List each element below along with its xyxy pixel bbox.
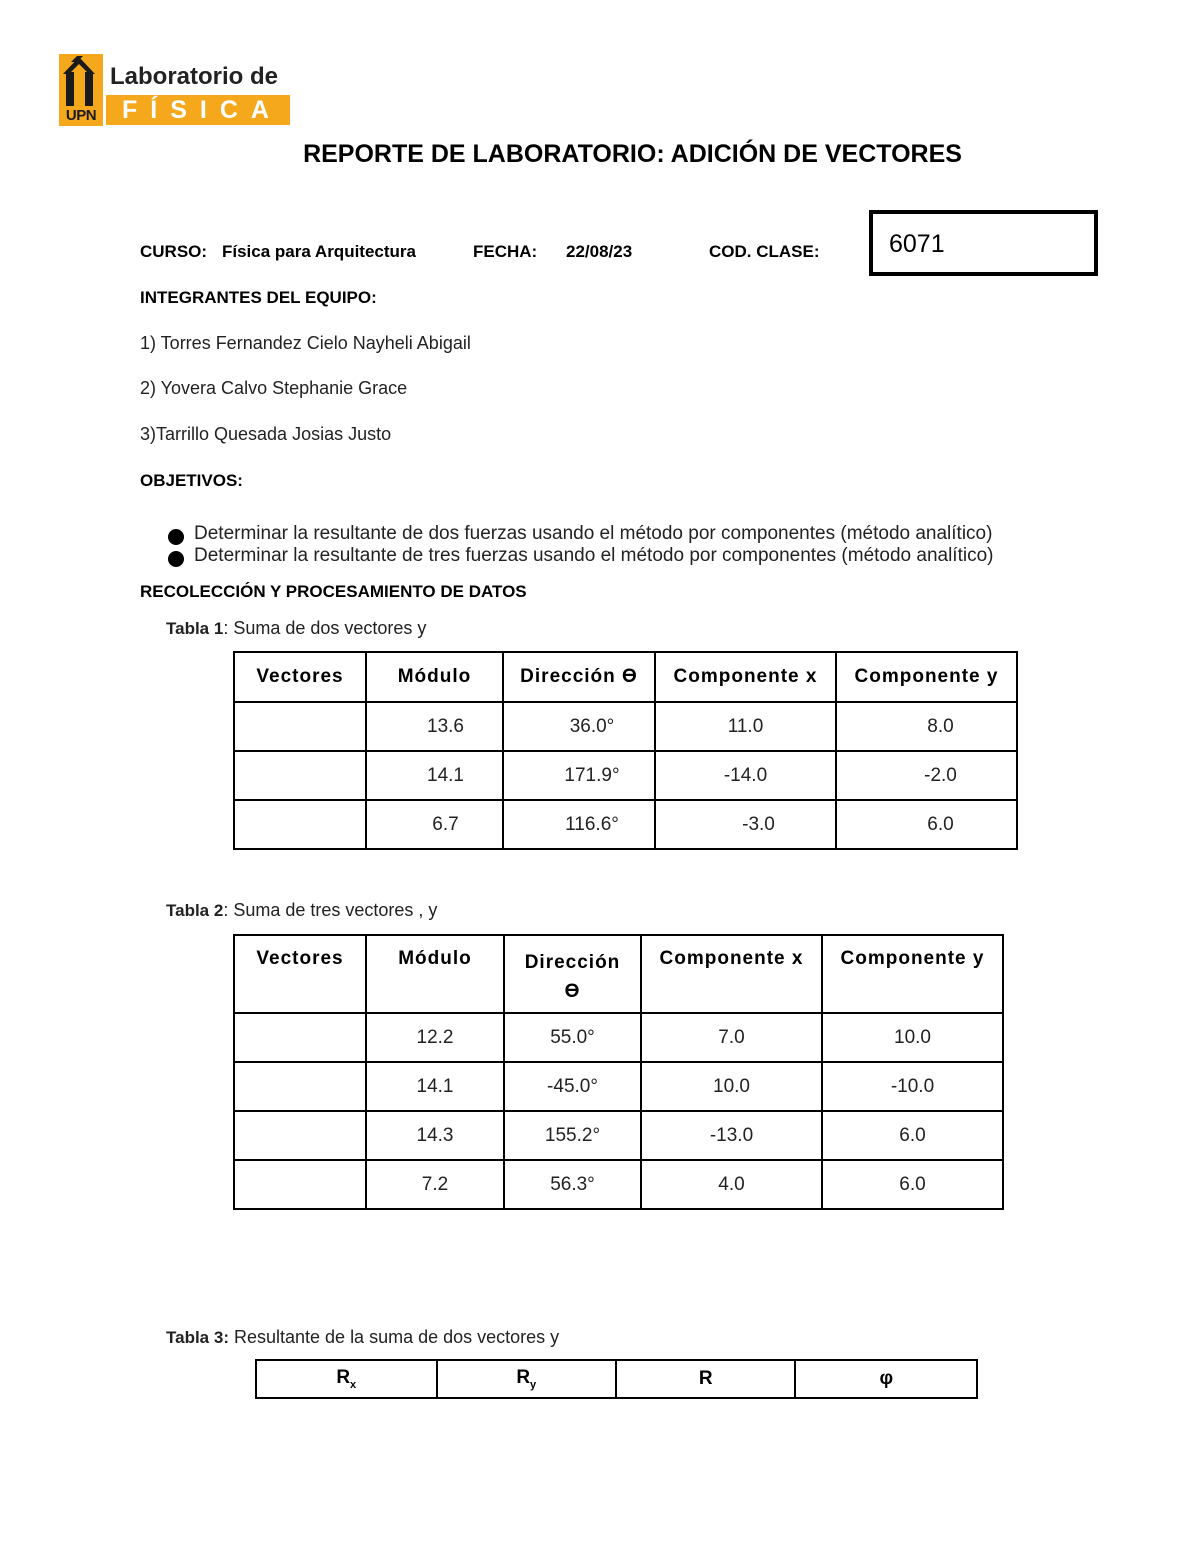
bullet-icon: [168, 529, 184, 545]
table-cell: 14.1: [366, 1062, 504, 1111]
table-cell: 6.7: [366, 800, 503, 849]
table-row: [234, 1062, 1003, 1111]
table-header-row: [234, 935, 1003, 1013]
table-cell: [234, 800, 366, 849]
table-row: [234, 1111, 1003, 1160]
cod-clase-box: 6071: [869, 210, 1098, 276]
integrantes-heading: INTEGRANTES DEL EQUIPO:: [140, 288, 377, 307]
header-modulo: Módulo: [366, 935, 504, 1013]
tabla3-caption-label: Tabla 3:: [166, 1328, 229, 1347]
table-cell: -14.0: [655, 751, 836, 800]
table-cell: -3.0: [655, 800, 836, 849]
table-cell: 116.6°: [503, 800, 655, 849]
table-cell: 10.0: [641, 1062, 822, 1111]
table-cell: 10.0: [822, 1013, 1003, 1062]
table-cell: 4.0: [641, 1160, 822, 1209]
table-cell: -10.0: [822, 1062, 1003, 1111]
logo-lab-text: Laboratorio de: [110, 63, 279, 90]
table-cell: 8.0: [836, 702, 1017, 751]
tabla1: [233, 651, 1018, 850]
table-row: [234, 1013, 1003, 1062]
table-cell: 56.3°: [504, 1160, 641, 1209]
header-componente-y: Componente y: [822, 935, 1003, 1013]
table-cell: 14.1: [366, 751, 503, 800]
member-2: 2) Yovera Calvo Stephanie Grace: [140, 378, 408, 398]
table-cell: 155.2°: [504, 1111, 641, 1160]
header-rx-sub: x: [350, 1378, 357, 1391]
table-cell: -13.0: [641, 1111, 822, 1160]
curso-value: Física para Arquitectura: [222, 242, 416, 261]
tabla3-caption-text: Resultante de la suma de dos vectores y: [228, 1327, 560, 1347]
table-row: [234, 1160, 1003, 1209]
fecha-label: FECHA:: [473, 242, 538, 261]
header-rx-main: R: [336, 1367, 351, 1389]
tabla1-caption: [166, 618, 426, 639]
table-cell: [234, 702, 366, 751]
header-vectores: Vectores: [234, 652, 366, 702]
objetivo-item-2: Determinar la resultante de tres fuerzas usando el método por componentes (método analítico): [194, 545, 994, 566]
table-cell: 36.0°: [503, 702, 655, 751]
tabla1-caption-text: : Suma de dos vectores y: [223, 618, 427, 638]
table-row: [234, 751, 1017, 800]
table-cell: [234, 1111, 366, 1160]
header-phi: [795, 1360, 977, 1398]
table-cell: [234, 751, 366, 800]
header-r: [616, 1360, 795, 1398]
table-row: [234, 702, 1017, 751]
header-vectores: Vectores: [234, 935, 366, 1013]
recoleccion-heading: RECOLECCIÓN Y PROCESAMIENTO DE DATOS: [140, 582, 527, 601]
upn-logo-text: UPN: [65, 107, 97, 124]
member-1: 1) Torres Fernandez Cielo Nayheli Abigail: [140, 333, 471, 353]
table-cell: [234, 1013, 366, 1062]
objetivos-heading: OBJETIVOS:: [140, 471, 243, 490]
header-modulo: Módulo: [366, 652, 503, 702]
table-cell: [234, 1160, 366, 1209]
header-ry-sub: y: [530, 1378, 537, 1391]
tabla2: [233, 934, 1004, 1210]
table-cell: 171.9°: [503, 751, 655, 800]
table-header-row: [234, 652, 1017, 702]
curso-label: CURSO:: [140, 242, 208, 261]
tabla1-caption-label: Tabla 1: [166, 619, 224, 638]
upn-arrow-icon: [59, 54, 103, 110]
table-cell: 14.3: [366, 1111, 504, 1160]
upn-logo: [59, 54, 103, 126]
table-cell: -2.0: [836, 751, 1017, 800]
tabla3: [255, 1359, 978, 1399]
header-ry-main: R: [516, 1367, 531, 1389]
header-ry: [437, 1360, 617, 1398]
table-cell: 12.2: [366, 1013, 504, 1062]
tabla2-caption: [166, 900, 437, 921]
header-rx: [256, 1360, 437, 1398]
header-r-main: R: [698, 1368, 713, 1389]
header-componente-y: Componente y: [836, 652, 1017, 702]
cod-clase-label: COD. CLASE:: [709, 242, 820, 261]
header-phi-main: φ: [879, 1368, 894, 1389]
header-direccion: Dirección ϴ: [503, 652, 655, 702]
tabla2-caption-label: Tabla 2: [166, 901, 224, 920]
table-cell: 7.0: [641, 1013, 822, 1062]
table-cell: 6.0: [822, 1160, 1003, 1209]
table-cell: 6.0: [836, 800, 1017, 849]
header-componente-x: Componente x: [655, 652, 836, 702]
table-cell: 13.6: [366, 702, 503, 751]
table-row: [234, 800, 1017, 849]
header-componente-x: Componente x: [641, 935, 822, 1013]
header-direccion: Dirección ϴ: [504, 935, 641, 1013]
table-cell: 55.0°: [504, 1013, 641, 1062]
table-cell: [234, 1062, 366, 1111]
tabla3-caption: [166, 1327, 559, 1348]
table-cell: -45.0°: [504, 1062, 641, 1111]
table-cell: 11.0: [655, 702, 836, 751]
fecha-value: 22/08/23: [566, 242, 633, 261]
page-title: REPORTE DE LABORATORIO: ADICIÓN DE VECTORES: [303, 140, 962, 168]
table-header-row: [256, 1360, 977, 1398]
objetivo-item-1: Determinar la resultante de dos fuerzas usando el método por componentes (método analítico): [194, 523, 993, 544]
table-cell: 7.2: [366, 1160, 504, 1209]
bullet-icon: [168, 551, 184, 567]
member-3: 3)Tarrillo Quesada Josias Justo: [140, 424, 392, 444]
logo-fisica-text: FÍSICA: [106, 95, 290, 125]
tabla2-caption-text: : Suma de tres vectores , y: [223, 900, 438, 920]
table-cell: 6.0: [822, 1111, 1003, 1160]
